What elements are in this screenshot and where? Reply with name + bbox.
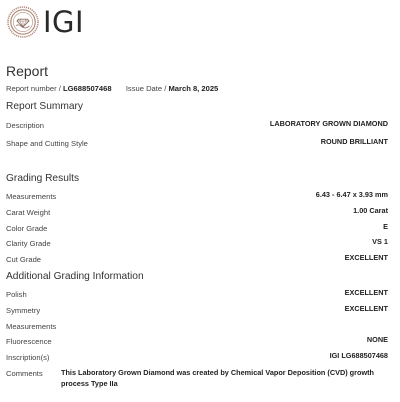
row-label: Clarity Grade [6,239,51,248]
row-value: IGI LG688507468 [329,351,388,360]
issue-date-label: Issue Date / [125,84,167,93]
igi-logo [7,6,84,38]
row-label: Inscription(s) [6,353,50,362]
row-label: Description [6,121,44,130]
detail-row [6,192,388,204]
row-label: Comments [6,369,43,378]
row-value: 6.43 - 6.47 x 3.93 mm [315,190,388,199]
row-label: Polish [6,290,27,299]
detail-row [6,139,388,151]
row-value: EXCELLENT [344,304,388,313]
row-label: Symmetry [6,306,41,315]
report-number-label: Report number / [6,84,61,93]
comments-value: This Laboratory Grown Diamond was created by Chemical Vapor Deposition (CVD) growth process Type IIa [61,368,375,388]
row-value: 1.00 Carat [353,206,388,215]
row-label: Measurements [6,192,57,201]
detail-row [6,322,388,334]
section-title-additional-grading: Additional Grading Information [6,271,144,282]
detail-row [6,290,388,302]
row-label: Color Grade [6,224,48,233]
report-meta [6,84,218,93]
detail-row [6,337,388,349]
issue-date: March 8, 2025 [168,84,219,93]
row-value: VS 1 [372,237,388,246]
row-value: ROUND BRILLIANT [320,137,388,146]
row-label: Cut Grade [6,255,42,264]
row-value: EXCELLENT [344,253,388,262]
section-title-report-summary: Report Summary [6,101,83,112]
detail-row [6,224,388,236]
row-value: EXCELLENT [344,288,388,297]
row-label: Fluorescence [6,337,52,346]
detail-row [6,353,388,365]
detail-row [6,239,388,251]
section-title-grading-results: Grading Results [6,173,80,184]
row-label: Carat Weight [6,208,51,217]
row-label: Shape and Cutting Style [6,139,88,148]
detail-row [6,255,388,267]
row-label: Measurements [6,322,57,331]
page-title: Report [6,63,49,79]
igi-seal-icon [7,6,39,38]
report-number: LG688507468 [63,84,112,93]
row-value: NONE [366,335,388,344]
detail-row [6,306,388,318]
row-value: E [383,222,388,231]
brand-wordmark: IGI [43,5,85,39]
row-value: LABORATORY GROWN DIAMOND [269,119,388,128]
detail-row [6,208,388,220]
detail-row [6,121,388,133]
